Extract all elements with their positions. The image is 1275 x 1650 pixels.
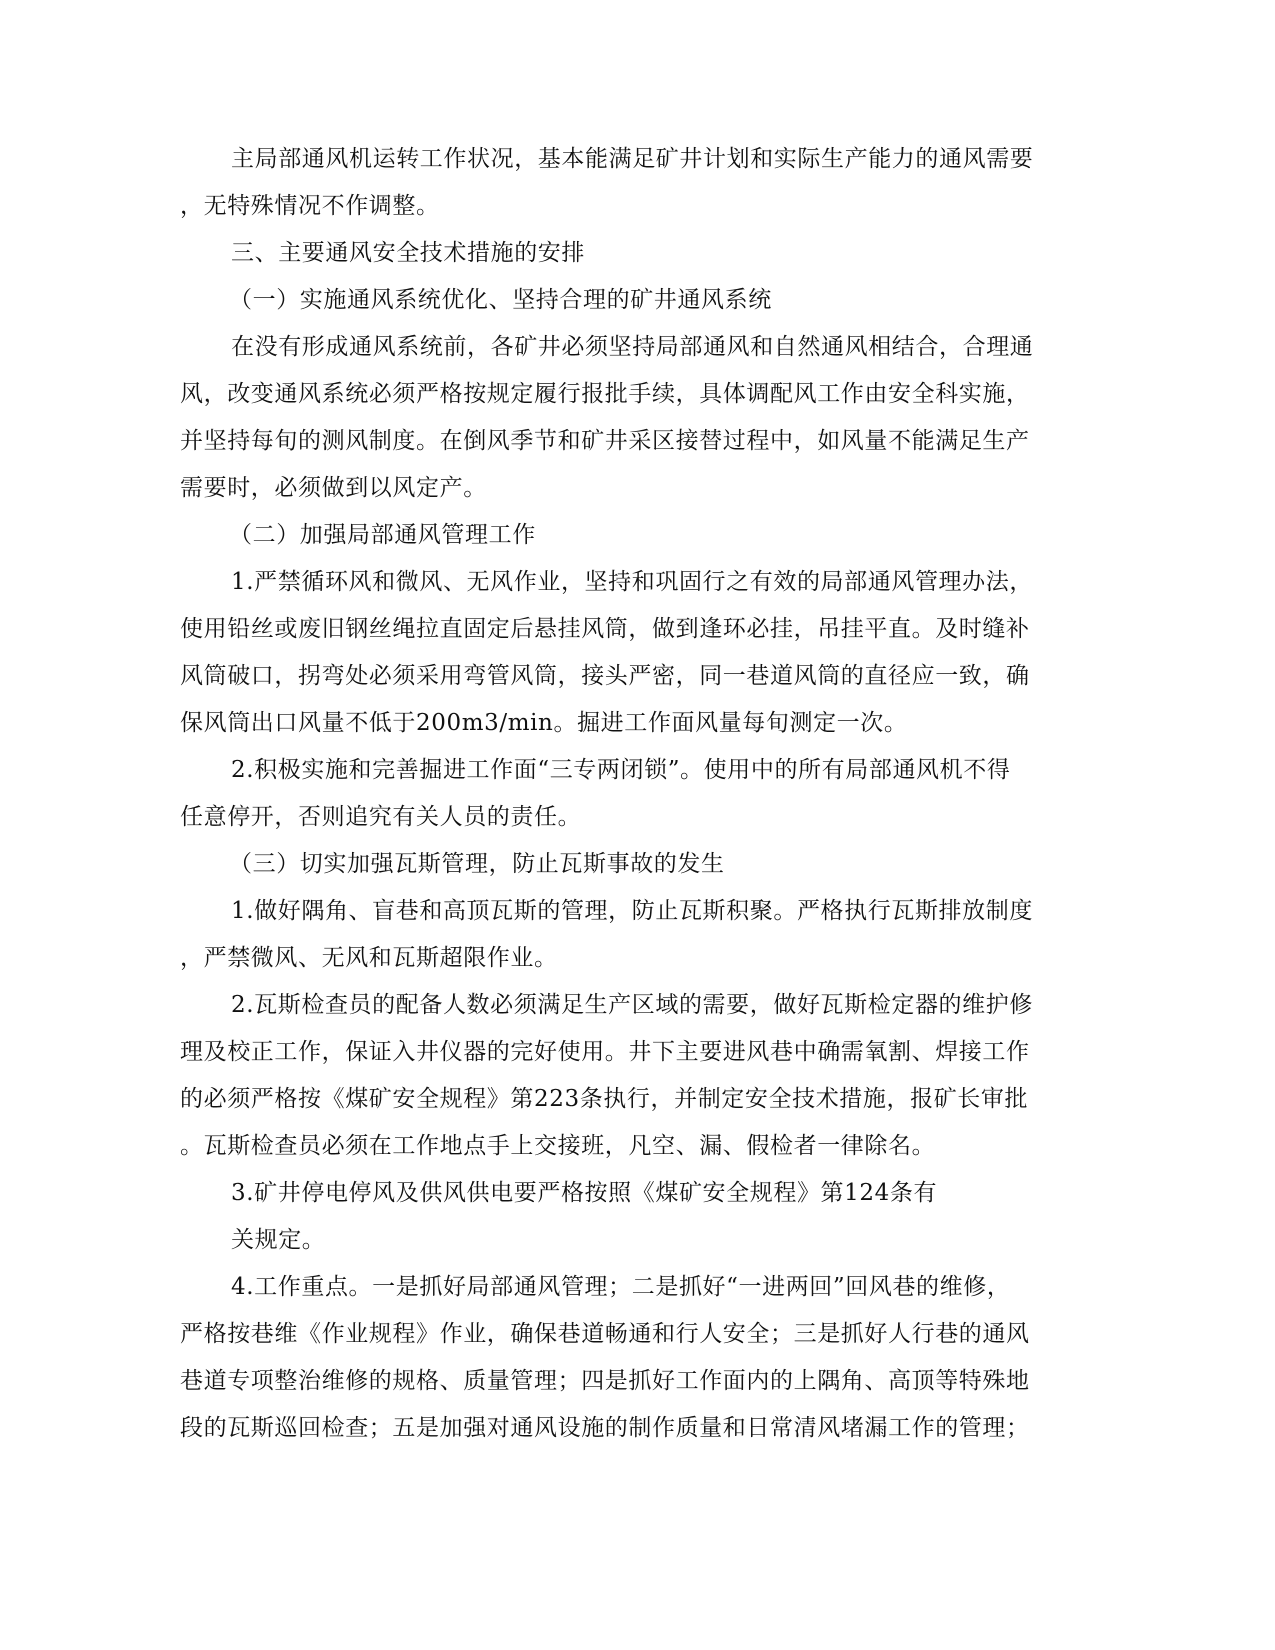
text-line: 1.做好隅角、盲巷和高顶瓦斯的管理，防止瓦斯积聚。严格执行瓦斯排放制度: [231, 898, 1033, 924]
text-line: 严格按巷维《作业规程》作业，确保巷道畅通和行人安全；三是抓好人行巷的通风: [180, 1321, 1030, 1347]
text-line: 主局部通风机运转工作状况，基本能满足矿井计划和实际生产能力的通风需要: [231, 146, 1034, 172]
text-line: 1.严禁循环风和微风、无风作业，坚持和巩固行之有效的局部通风管理办法，: [231, 569, 1033, 595]
text-line: 使用铅丝或废旧钢丝绳拉直固定后悬挂风筒，做到逢环必挂，吊挂平直。及时缝补: [180, 616, 1030, 642]
subsection-heading: （二）加强局部通风管理工作: [229, 522, 536, 548]
subsection-heading: （三）切实加强瓦斯管理，防止瓦斯事故的发生: [229, 851, 725, 877]
text-line: 段的瓦斯巡回检查；五是加强对通风设施的制作质量和日常清风堵漏工作的管理；: [180, 1415, 1030, 1441]
text-line: 风，改变通风系统必须严格按规定履行报批手续，具体调配风工作由安全科实施，: [180, 381, 1030, 407]
text-line: ，严禁微风、无风和瓦斯超限作业。: [180, 945, 558, 971]
text-line: ，无特殊情况不作调整。: [180, 193, 440, 219]
text-line: 理及校正工作，保证入井仪器的完好使用。井下主要进风巷中确需氧割、焊接工作: [180, 1039, 1030, 1065]
text-line: 4.工作重点。一是抓好局部通风管理；二是抓好“一进两回”回风巷的维修，: [231, 1274, 1011, 1300]
text-line: 2.瓦斯检查员的配备人数必须满足生产区域的需要，做好瓦斯检定器的维护修: [231, 992, 1033, 1018]
text-line: 。瓦斯检查员必须在工作地点手上交接班，凡空、漏、假检者一律除名。: [180, 1133, 936, 1159]
text-line: 风筒破口，拐弯处必须采用弯管风筒，接头严密，同一巷道风筒的直径应一致，确: [180, 663, 1030, 689]
text-line: 在没有形成通风系统前，各矿井必须坚持局部通风和自然通风相结合，合理通: [231, 334, 1034, 360]
text-line: 并坚持每旬的测风制度。在倒风季节和矿井采区接替过程中，如风量不能满足生产: [180, 428, 1030, 454]
text-line: 关规定。: [231, 1227, 326, 1253]
text-line: 的必须严格按《煤矿安全规程》第223条执行，并制定安全技术措施，报矿长审批: [180, 1086, 1029, 1112]
section-heading: 三、主要通风安全技术措施的安排: [231, 240, 585, 266]
text-line: 需要时，必须做到以风定产。: [180, 475, 487, 501]
text-line: 3.矿井停电停风及供风供电要严格按照《煤矿安全规程》第124条有: [231, 1180, 938, 1206]
text-line: 巷道专项整治维修的规格、质量管理；四是抓好工作面内的上隅角、高顶等特殊地: [180, 1368, 1030, 1394]
text-line: 2.积极实施和完善掘进工作面“三专两闭锁”。使用中的所有局部通风机不得: [231, 757, 1011, 783]
text-line: 任意停开，否则追究有关人员的责任。: [180, 804, 582, 830]
subsection-heading: （一）实施通风系统优化、坚持合理的矿井通风系统: [229, 287, 772, 313]
text-line: 保风筒出口风量不低于200m3/min。掘进工作面风量每旬测定一次。: [180, 710, 908, 736]
